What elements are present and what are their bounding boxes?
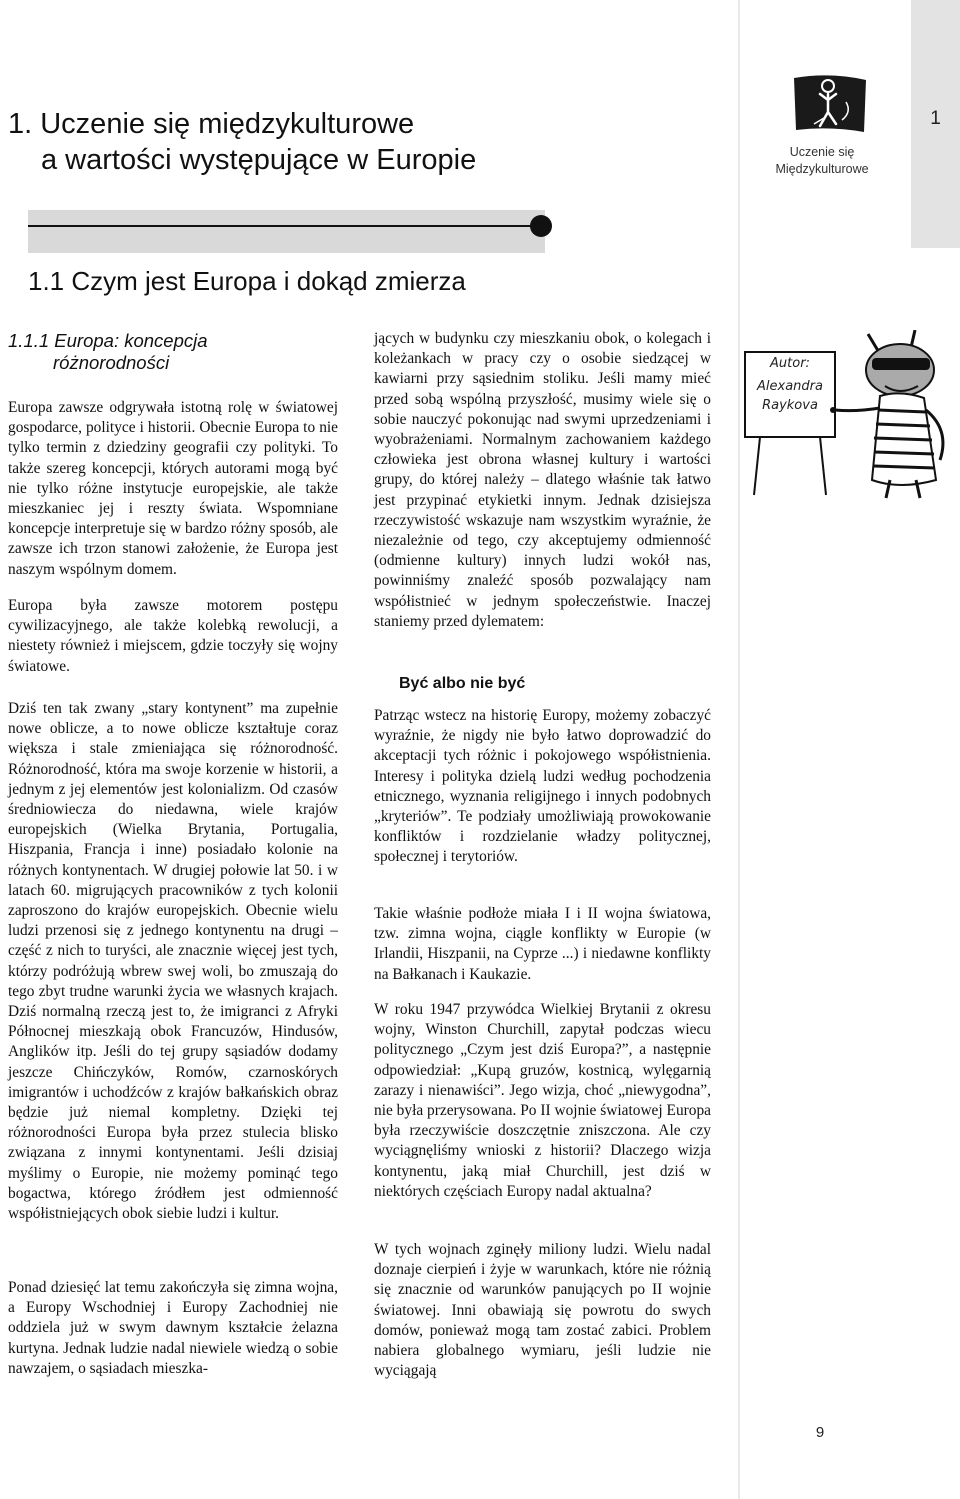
author-name-line2: Raykova xyxy=(762,398,818,413)
be-or-not-be-heading: Być albo nie być xyxy=(399,675,526,692)
margin-divider xyxy=(738,0,740,1499)
paragraph: Ponad dziesięć lat temu zakończyła się zimna wojna, a Europy Wschodniej i Europy Zachodniej nie oddziela już w swym dawnym kształcie żelazna kurtyna. Jednak ludzie nadal niewiele wiedzą o sobie nawzajem, o sąsiadach mieszka- xyxy=(8,1279,338,1377)
paragraph: Dziś ten tak zwany „stary kontynent” ma zupełnie nowe oblicze, a to nowe oblicze kształtuje coraz większa i stale zmieniająca się różnorodność. Różnorodność, która ma swoje korzenie w historii, a jednym z jej elementów jest kolonializm. Od czasów średniowiecza do niedawna, wiele krajów europejskich (Wielka Brytania, Portugalia, Hiszpania, Francja i inne) posiadało kolonie na różnych kontynentach. W drugiej połowie lat 50. i w latach 60. migrujących pracowników z tych kolonii zaproszono do krajów europejskich. Obecnie wielu ludzi przenosi się z jednego kontynentu na drugi – część z nich to turyści, ale znacznie więcej jest tych, którzy podróżują wbrew swej woli, bo zmuszają do tego zbyt trudne warunki życia we własnych krajach. Dziś normalną rzeczą jest to, że imigranci z Afryki Północnej mieszkają obok Francuzów, Hindusów, Anglików itp. Jeśli do tej grupy sąsiadów dodamy jeszcze Chińczyków, Romów, czarnoskórych imigrantów i uchodźców z krajów bałkańskich obraz będzie już niemal kompletny. Dzięki tej różnorodności Europa była przez stulecia blisko związana z innymi kontynentami. Jeśli dzisiaj myślimy o Europie, nie możemy pominąć tego bogactwa, którego źródłem jest odmienność współistniejących obok siebie ludzi i kultur. xyxy=(8,700,338,1223)
author-name-line1: Alexandra xyxy=(757,379,823,394)
section-header-bar xyxy=(0,210,553,253)
intercultural-flag-logo xyxy=(790,72,870,136)
paragraph: jących w budynku czy mieszkaniu obok, o kolegach i koleżankach w pracy czy o osobie siedzącej w kawiarni przy sąsiednim stoliku. Jeśli mamy mieć przed sobą wspólną przyszłość, musimy wiele się o sobie nauczyć pokonując nad swymi uprzedzeniami i wyobrażeniami. Normalnym zachowaniem każdego człowieka jest obrona własnej kultury i wartości grupy, do której należy – dlatego właśnie tak łatwo jest przypinać etykietki innym. Jednak dzisiejsza rzeczywistość wskazuje nam wszystkim wyraźnie, że niezależnie od tego, czy akceptujemy odmienność (odmienne kultury) innych ludzi wokół nas, powinniśmy znaleźć sposób pozwalający nam współistnieć w jednym społeczeństwie. Inaczej staniemy przed dylematem: xyxy=(374,330,711,630)
subsection-title-line1: 1.1.1 Europa: koncepcja xyxy=(8,330,208,351)
logo-caption xyxy=(752,144,892,178)
page-number: 9 xyxy=(815,1424,825,1441)
section-title: 1.1 Czym jest Europa i dokąd zmierza xyxy=(28,266,466,296)
logo-caption-line1: Uczenie się xyxy=(789,145,855,159)
chapter-title-line2: a wartości występujące w Europie xyxy=(41,144,477,176)
subsection-title xyxy=(8,330,338,374)
paragraph: Europa zawsze odgrywała istotną rolę w światowej gospodarce, polityce i historii. Obecnie Europa to nie tylko termin z dziedziny geografii czy polityki. To także szereg koncepcji, których autorami mogą być nie tylko różne instytucje europejskie, ale także mieszkaniec jej i reszty świata. Wspomniane koncepcje interpretuje się w bardzo różny sposób, ale zawsze ich trzon stanowi założenie, że Europa jest naszym wspólnym domem. xyxy=(8,399,338,578)
chapter-title xyxy=(8,106,708,178)
paragraph: Patrząc wstecz na historię Europy, możemy zobaczyć wyraźnie, że nigdy nie było łatwo doprowadzić do akceptacji tych różnic i pokojowego współistnienia. Interesy i polityka dzielą ludzi według pochodzenia etnicznego, wyznania religijnego i innych podobnych „kryteriów”. Te podziały umożliwiają prowokowanie konfliktów i rozdzielanie władzy politycznej, społecznej i terytoriów. xyxy=(374,707,711,866)
paragraph: W roku 1947 przywódca Wielkiej Brytanii z okresu wojny, Winston Churchill, zapytał podczas wiecu politycznego „Czym jest dziś Europa?”, a następnie odpowiedział: „Kupą gruzów, kostnicą, wylęgarnią zarazy i nienawiści”. Jego wizja, choć „niewygodna”, nie była przerysowana. Po II wojnie światowej Europa była rzeczywiście doszczętnie zniszczona. Ale czy wyciągnęliśmy wnioski z historii? Dlaczego wizja kontynentu, jaką miał Churchill, jest dziś w niektórych częściach Europy nadal aktualna? xyxy=(374,1001,711,1200)
paragraph: W tych wojnach zginęły miliony ludzi. Wielu nadal doznaje cierpień i żyje w warunkach, które nie różnią się znacznie od warunków panujących po II wojnie światowej. Inni obawiają się powrotu do swych domów, ponieważ mogą tam zostać zabici. Problem nabiera globalnego wymiaru, jeśli ludzie nie wyciągają xyxy=(374,1241,711,1380)
chapter-number: 1 xyxy=(930,108,941,129)
paragraph: Europa była zawsze motorem postępu cywilizacyjnego, ale także kolebką rewolucji, a niestety również i miejscem, gdzie toczyły się wojny światowe. xyxy=(8,597,338,675)
author-illustration xyxy=(740,330,958,500)
paragraph: Takie właśnie podłoże miała I i II wojna światowa, tzw. zimna wojna, ciągle konflikty w Europie (w Irlandii, Hiszpanii, na Cyprze ...) i niedawne konflikty na Bałkanach i Kaukazie. xyxy=(374,905,711,983)
chapter-title-line1: 1. Uczenie się międzykulturowe xyxy=(8,108,415,140)
subsection-title-line2: różnorodności xyxy=(53,352,170,373)
author-label: Autor: xyxy=(770,356,810,371)
logo-caption-line2: Międzykulturowe xyxy=(775,162,869,176)
